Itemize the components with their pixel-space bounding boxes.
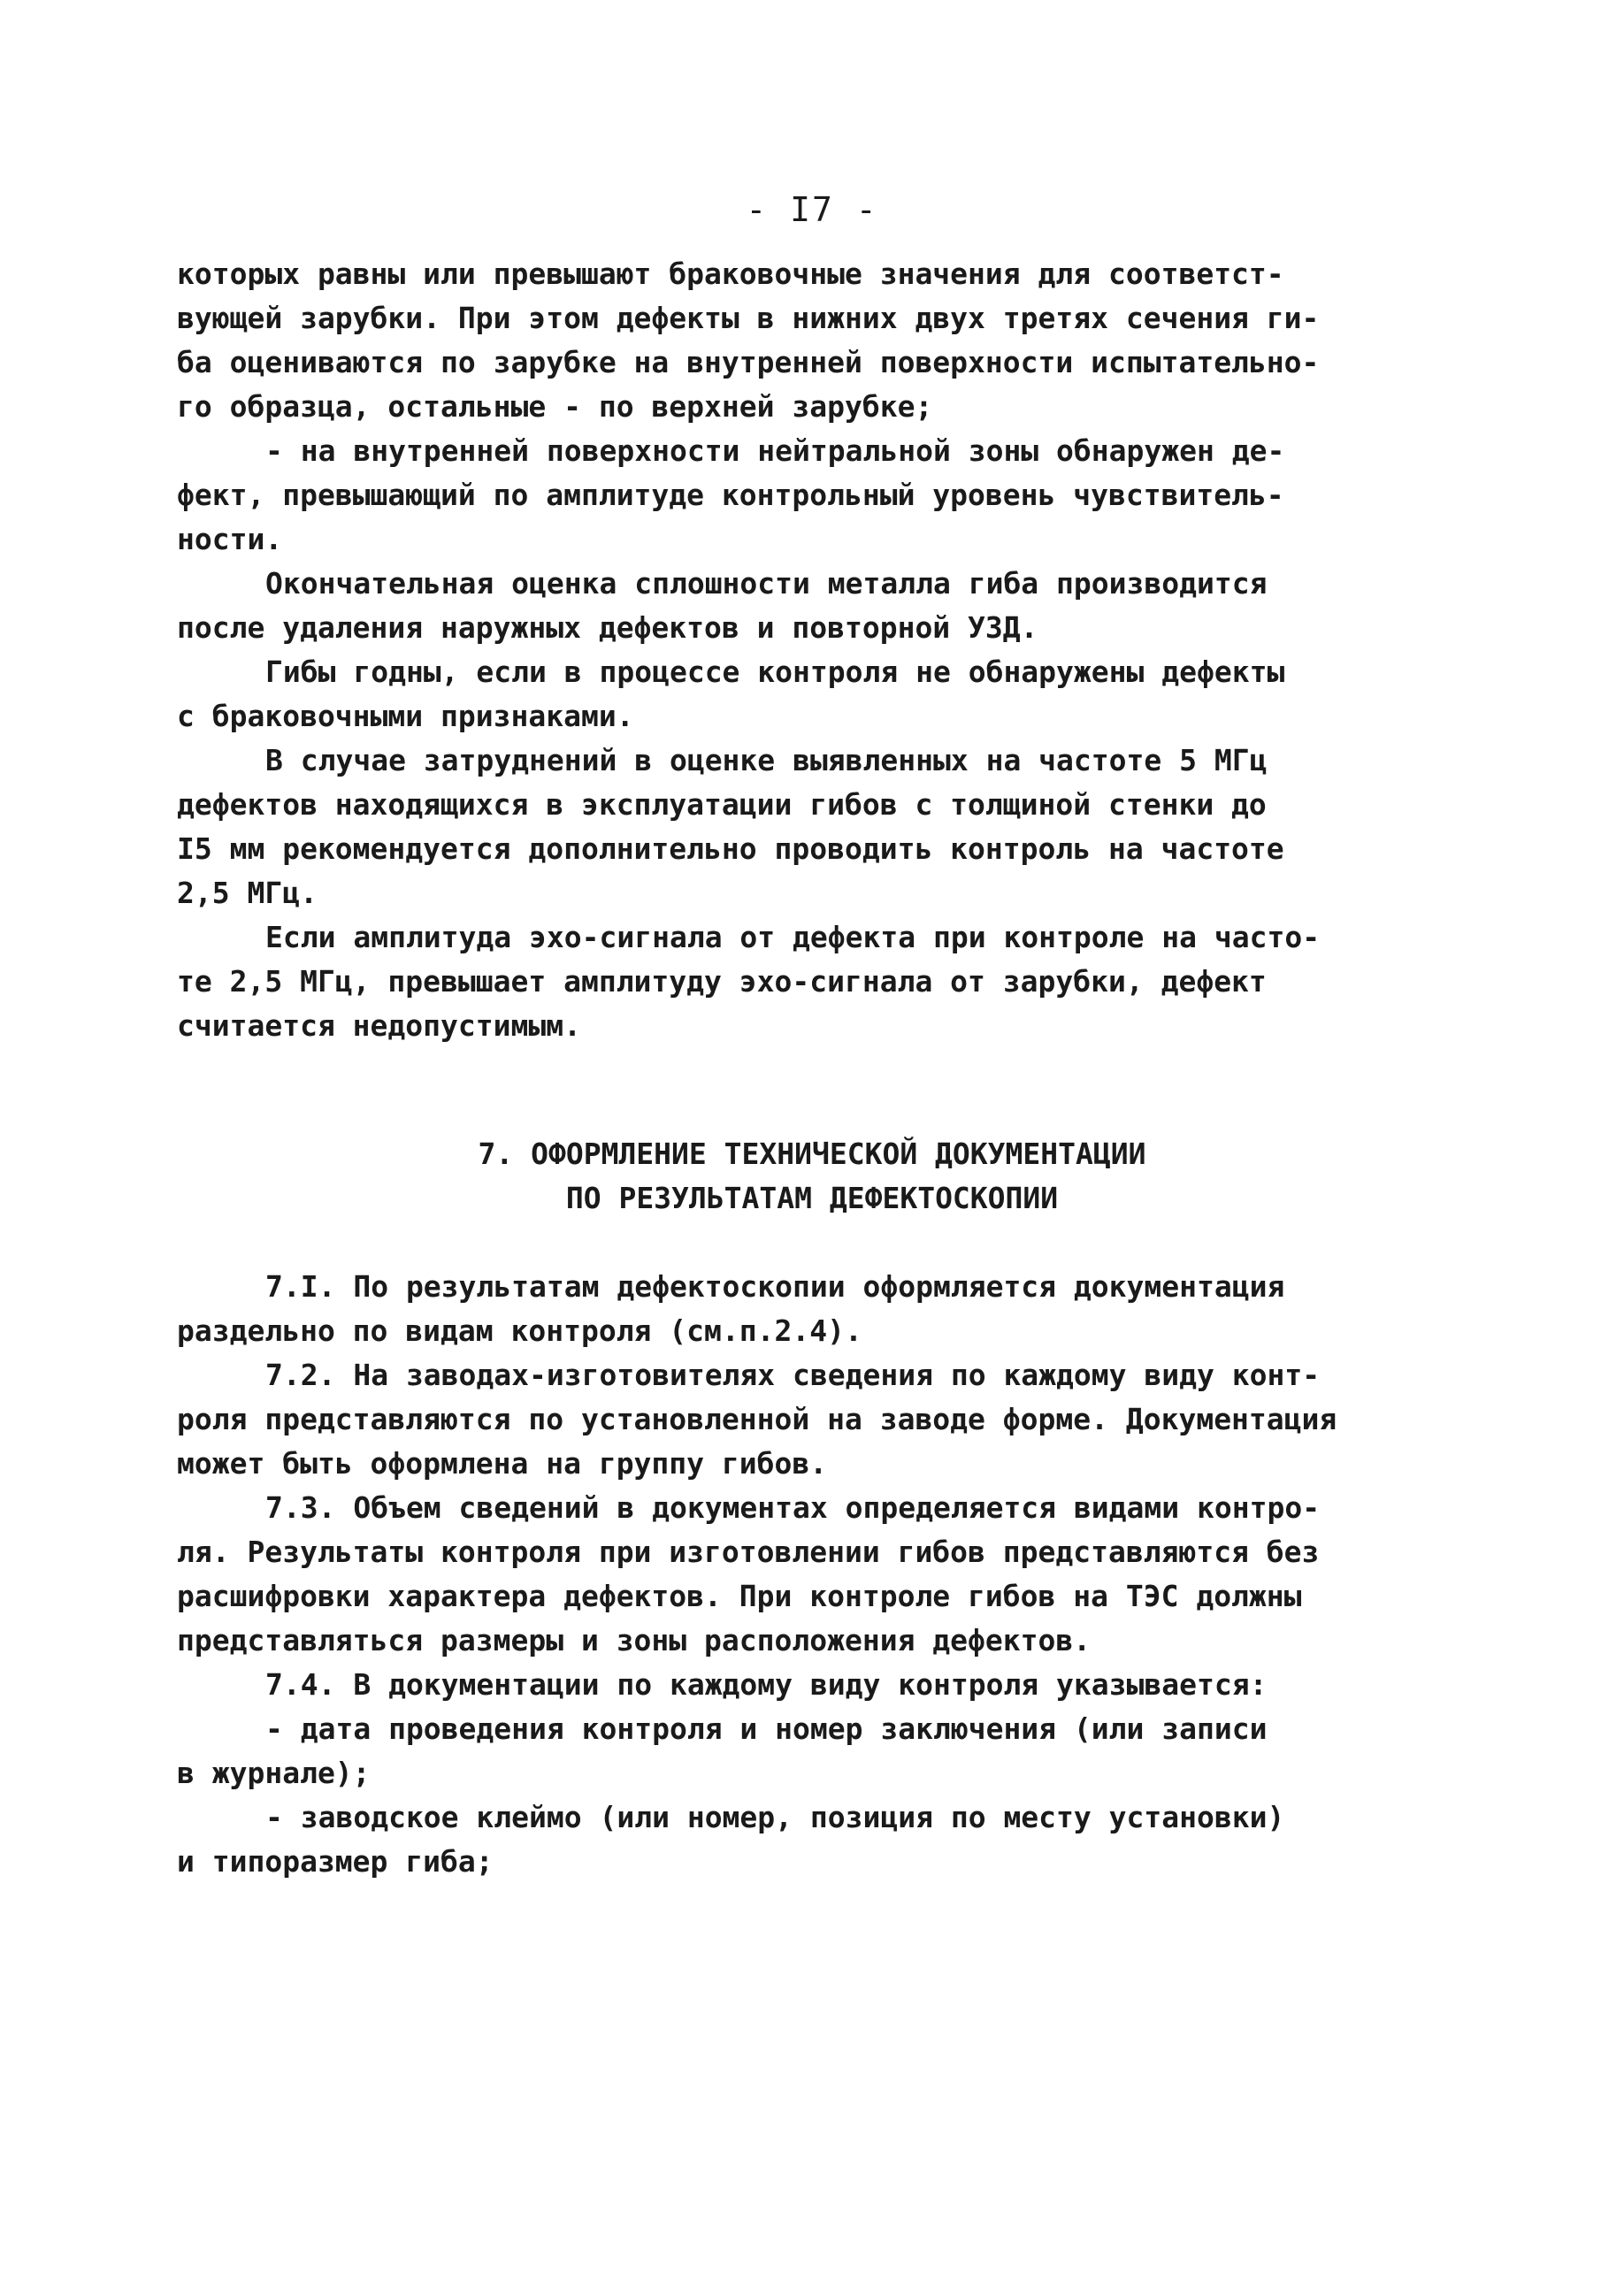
section-heading: 7. ОФОРМЛЕНИЕ ТЕХНИЧЕСКОЙ ДОКУМЕНТАЦИИ xyxy=(478,1137,1146,1171)
text-line: в журнале); xyxy=(177,1756,371,1790)
page-number: - I7 - xyxy=(746,190,878,229)
text-line: Гибы годны, если в процессе контроля не обнаружены дефекты xyxy=(265,655,1285,689)
text-line: и типоразмер гиба; xyxy=(177,1844,494,1879)
text-line: - на внутренней поверхности нейтральной зоны обнаружен де- xyxy=(265,433,1285,468)
text-line: 7.2. На заводах-изготовителях сведения по каждому виду конт- xyxy=(265,1358,1321,1392)
text-line: с браковочными признаками. xyxy=(177,699,634,733)
text-line: В случае затруднений в оценке выявленных на частоте 5 МГц xyxy=(265,743,1268,777)
text-line: после удаления наружных дефектов и повторной УЗД. xyxy=(177,610,1038,645)
section-heading: ПО РЕЗУЛЬТАТАМ ДЕФЕКТОСКОПИИ xyxy=(565,1181,1059,1215)
text-line: I5 мм рекомендуется дополнительно проводить контроль на частоте xyxy=(177,831,1284,866)
text-line: 7.I. По результатам дефектоскопии оформляется документация xyxy=(265,1269,1285,1304)
text-line: раздельно по видам контроля (см.п.2.4). xyxy=(177,1313,862,1348)
text-line: 7.3. Объем сведений в документах определяется видами контро- xyxy=(265,1490,1321,1525)
text-line: вующей зарубки. При этом дефекты в нижних двух третях сечения ги- xyxy=(177,301,1320,335)
text-line: 7.4. В документации по каждому виду контроля указывается: xyxy=(265,1667,1268,1702)
text-line: Окончательная оценка сплошности металла гиба производится xyxy=(265,566,1268,601)
text-line: фект, превышающий по амплитуде контрольный уровень чувствитель- xyxy=(177,478,1284,512)
text-line: считается недопустимым. xyxy=(177,1008,581,1043)
text-line: ля. Результаты контроля при изготовлении гибов представляются без xyxy=(177,1535,1320,1569)
text-line: - заводское клеймо (или номер, позиция по месту установки) xyxy=(265,1800,1285,1834)
text-line: Если амплитуда эхо-сигнала от дефекта при контроле на часто- xyxy=(265,920,1321,954)
text-line: ба оцениваются по зарубке на внутренней поверхности испытательно- xyxy=(177,345,1320,379)
text-line: расшифровки характера дефектов. При контроле гибов на ТЭС должны xyxy=(177,1579,1302,1613)
text-line: 2,5 МГц. xyxy=(177,876,318,910)
text-line: - дата проведения контроля и номер заключения (или записи xyxy=(265,1711,1268,1746)
text-line: те 2,5 МГц, превышает амплитуду эхо-сигнала от зарубки, дефект xyxy=(177,964,1267,999)
text-line: дефектов находящихся в эксплуатации гибов с толщиной стенки до xyxy=(177,787,1267,822)
text-line: которых равны или превышают браковочные значения для соответст- xyxy=(177,256,1284,291)
text-line: представляться размеры и зоны расположения дефектов. xyxy=(177,1623,1092,1657)
text-line: роля представляются по установленной на заводе форме. Документация xyxy=(177,1402,1337,1436)
text-line: ности. xyxy=(177,522,283,556)
text-line: может быть оформлена на группу гибов. xyxy=(177,1446,828,1481)
text-line: го образца, остальные - по верхней зарубке; xyxy=(177,389,933,424)
